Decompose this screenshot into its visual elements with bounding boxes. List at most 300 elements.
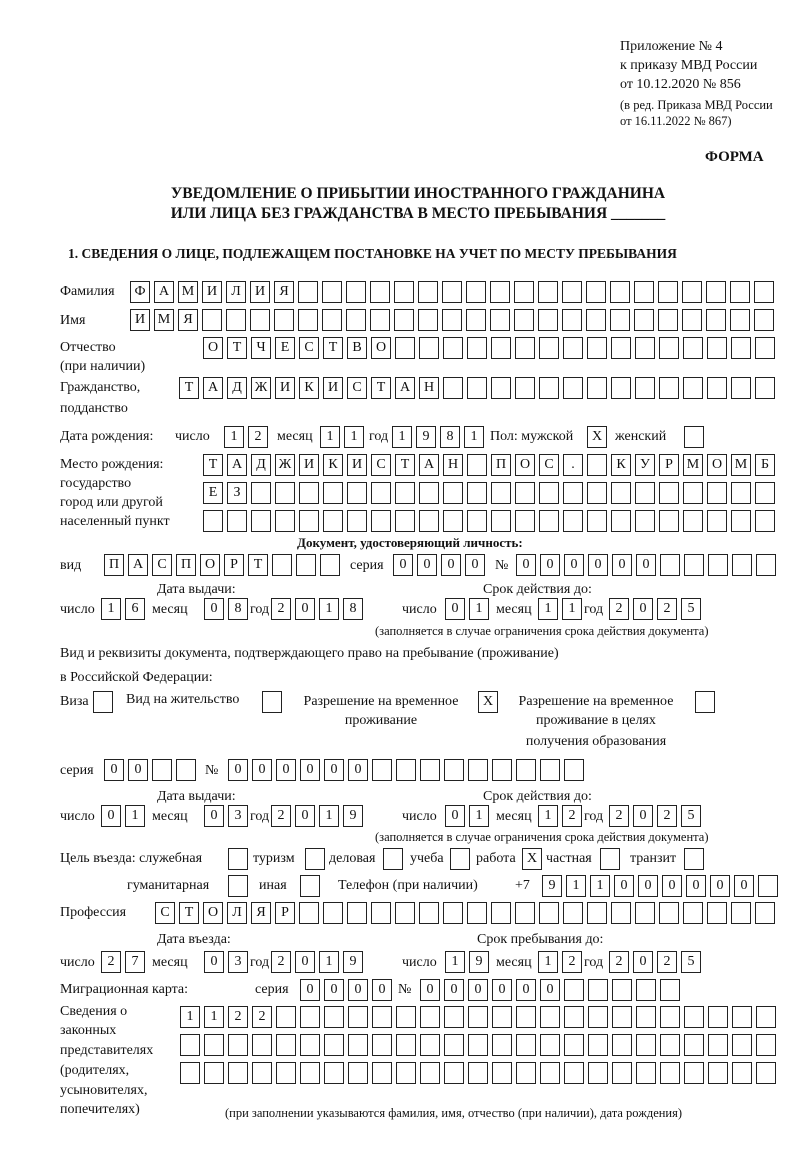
char-box[interactable]: Т bbox=[371, 377, 391, 399]
char-box[interactable] bbox=[300, 875, 320, 897]
id-issue-day-field[interactable] bbox=[101, 598, 145, 620]
char-box[interactable] bbox=[659, 510, 679, 532]
char-box[interactable] bbox=[370, 281, 390, 303]
char-box[interactable]: 0 bbox=[295, 598, 315, 620]
char-box[interactable]: У bbox=[635, 454, 655, 476]
char-box[interactable]: Т bbox=[179, 377, 199, 399]
char-box[interactable] bbox=[443, 337, 463, 359]
char-box[interactable] bbox=[419, 902, 439, 924]
char-box[interactable] bbox=[372, 1034, 392, 1056]
char-box[interactable]: И bbox=[347, 454, 367, 476]
char-box[interactable] bbox=[202, 309, 222, 331]
char-box[interactable] bbox=[636, 1062, 656, 1084]
char-box[interactable] bbox=[252, 1034, 272, 1056]
char-box[interactable] bbox=[152, 759, 172, 781]
stay-issue-year-field[interactable] bbox=[271, 805, 363, 827]
char-box[interactable]: 8 bbox=[228, 598, 248, 620]
char-box[interactable] bbox=[635, 337, 655, 359]
char-box[interactable]: 0 bbox=[564, 554, 584, 576]
char-box[interactable]: 2 bbox=[271, 951, 291, 973]
char-box[interactable]: 1 bbox=[180, 1006, 200, 1028]
char-box[interactable]: 1 bbox=[562, 598, 582, 620]
char-box[interactable] bbox=[372, 1062, 392, 1084]
char-box[interactable] bbox=[516, 1034, 536, 1056]
char-box[interactable]: 2 bbox=[228, 1006, 248, 1028]
purpose-private-checkbox[interactable] bbox=[600, 848, 620, 870]
char-box[interactable]: 1 bbox=[469, 598, 489, 620]
char-box[interactable] bbox=[347, 510, 367, 532]
char-box[interactable]: 0 bbox=[204, 805, 224, 827]
char-box[interactable] bbox=[635, 482, 655, 504]
char-box[interactable] bbox=[659, 482, 679, 504]
char-box[interactable] bbox=[320, 554, 340, 576]
char-box[interactable] bbox=[299, 510, 319, 532]
char-box[interactable] bbox=[564, 1034, 584, 1056]
char-box[interactable]: 0 bbox=[734, 875, 754, 897]
char-box[interactable] bbox=[450, 848, 470, 870]
char-box[interactable]: 3 bbox=[228, 951, 248, 973]
char-box[interactable]: 1 bbox=[344, 426, 364, 448]
char-box[interactable] bbox=[467, 902, 487, 924]
char-box[interactable] bbox=[756, 1034, 776, 1056]
char-box[interactable] bbox=[540, 1006, 560, 1028]
char-box[interactable]: 0 bbox=[300, 979, 320, 1001]
char-box[interactable] bbox=[587, 902, 607, 924]
char-box[interactable] bbox=[684, 554, 704, 576]
char-box[interactable] bbox=[490, 309, 510, 331]
char-box[interactable]: 8 bbox=[343, 598, 363, 620]
char-box[interactable]: М bbox=[731, 454, 751, 476]
char-box[interactable] bbox=[730, 309, 750, 331]
entry-year-field[interactable] bbox=[271, 951, 363, 973]
char-box[interactable] bbox=[444, 759, 464, 781]
char-box[interactable]: 0 bbox=[633, 598, 653, 620]
char-box[interactable] bbox=[418, 309, 438, 331]
char-box[interactable]: 2 bbox=[248, 426, 268, 448]
char-box[interactable] bbox=[276, 1034, 296, 1056]
char-box[interactable] bbox=[250, 309, 270, 331]
stay-issue-day-field[interactable] bbox=[101, 805, 145, 827]
char-box[interactable] bbox=[612, 1062, 632, 1084]
char-box[interactable] bbox=[491, 337, 511, 359]
char-box[interactable]: Т bbox=[227, 337, 247, 359]
char-box[interactable] bbox=[587, 454, 607, 476]
char-box[interactable] bbox=[305, 848, 325, 870]
char-box[interactable]: . bbox=[563, 454, 583, 476]
char-box[interactable] bbox=[443, 510, 463, 532]
char-box[interactable]: 5 bbox=[681, 805, 701, 827]
char-box[interactable] bbox=[612, 1034, 632, 1056]
char-box[interactable] bbox=[684, 426, 704, 448]
char-box[interactable] bbox=[587, 482, 607, 504]
char-box[interactable]: 0 bbox=[516, 554, 536, 576]
char-box[interactable] bbox=[227, 510, 247, 532]
char-box[interactable] bbox=[228, 848, 248, 870]
char-box[interactable]: И bbox=[130, 309, 150, 331]
char-box[interactable]: 1 bbox=[319, 805, 339, 827]
char-box[interactable] bbox=[370, 309, 390, 331]
char-box[interactable] bbox=[634, 309, 654, 331]
char-box[interactable] bbox=[394, 281, 414, 303]
char-box[interactable] bbox=[707, 377, 727, 399]
char-box[interactable] bbox=[731, 482, 751, 504]
char-box[interactable] bbox=[660, 1062, 680, 1084]
char-box[interactable]: М bbox=[154, 309, 174, 331]
char-box[interactable]: Я bbox=[274, 281, 294, 303]
stay-series-field[interactable] bbox=[104, 759, 196, 781]
char-box[interactable] bbox=[176, 759, 196, 781]
stay-valid-year-field[interactable] bbox=[609, 805, 701, 827]
char-box[interactable] bbox=[444, 1034, 464, 1056]
char-box[interactable] bbox=[396, 1006, 416, 1028]
char-box[interactable]: С bbox=[155, 902, 175, 924]
char-box[interactable] bbox=[707, 337, 727, 359]
purpose-official-checkbox[interactable] bbox=[228, 848, 248, 870]
char-box[interactable] bbox=[468, 1034, 488, 1056]
char-box[interactable]: 0 bbox=[633, 951, 653, 973]
char-box[interactable] bbox=[516, 1062, 536, 1084]
char-box[interactable]: М bbox=[178, 281, 198, 303]
char-box[interactable] bbox=[420, 1062, 440, 1084]
char-box[interactable]: 1 bbox=[538, 951, 558, 973]
char-box[interactable] bbox=[516, 759, 536, 781]
char-box[interactable]: 0 bbox=[348, 979, 368, 1001]
char-box[interactable] bbox=[324, 1062, 344, 1084]
char-box[interactable] bbox=[756, 1006, 776, 1028]
purpose-tourism-checkbox[interactable] bbox=[305, 848, 325, 870]
purpose-business-checkbox[interactable] bbox=[383, 848, 403, 870]
char-box[interactable]: Д bbox=[227, 377, 247, 399]
char-box[interactable]: 0 bbox=[372, 979, 392, 1001]
char-box[interactable] bbox=[418, 281, 438, 303]
char-box[interactable]: С bbox=[539, 454, 559, 476]
char-box[interactable]: 0 bbox=[276, 759, 296, 781]
until-year-field[interactable] bbox=[609, 951, 701, 973]
char-box[interactable] bbox=[730, 281, 750, 303]
char-box[interactable] bbox=[539, 377, 559, 399]
char-box[interactable]: А bbox=[395, 377, 415, 399]
char-box[interactable]: И bbox=[202, 281, 222, 303]
char-box[interactable] bbox=[419, 482, 439, 504]
char-box[interactable] bbox=[731, 377, 751, 399]
char-box[interactable] bbox=[372, 759, 392, 781]
char-box[interactable] bbox=[658, 309, 678, 331]
char-box[interactable] bbox=[420, 759, 440, 781]
char-box[interactable] bbox=[347, 482, 367, 504]
char-box[interactable]: 0 bbox=[204, 951, 224, 973]
char-box[interactable] bbox=[514, 281, 534, 303]
char-box[interactable] bbox=[467, 337, 487, 359]
visa-checkbox[interactable] bbox=[93, 691, 113, 713]
char-box[interactable] bbox=[492, 1034, 512, 1056]
char-box[interactable] bbox=[754, 309, 774, 331]
char-box[interactable] bbox=[684, 1034, 704, 1056]
char-box[interactable] bbox=[300, 1034, 320, 1056]
char-box[interactable]: 2 bbox=[657, 598, 677, 620]
char-box[interactable] bbox=[515, 482, 535, 504]
char-box[interactable] bbox=[419, 337, 439, 359]
citizenship-field[interactable] bbox=[179, 377, 775, 399]
char-box[interactable]: О bbox=[515, 454, 535, 476]
char-box[interactable] bbox=[636, 1034, 656, 1056]
char-box[interactable] bbox=[180, 1062, 200, 1084]
char-box[interactable] bbox=[682, 281, 702, 303]
char-box[interactable] bbox=[396, 1062, 416, 1084]
char-box[interactable]: Т bbox=[248, 554, 268, 576]
char-box[interactable] bbox=[323, 902, 343, 924]
char-box[interactable] bbox=[467, 510, 487, 532]
purpose-study-checkbox[interactable] bbox=[450, 848, 470, 870]
char-box[interactable]: 1 bbox=[566, 875, 586, 897]
char-box[interactable]: 2 bbox=[271, 805, 291, 827]
char-box[interactable] bbox=[395, 510, 415, 532]
char-box[interactable] bbox=[420, 1006, 440, 1028]
char-box[interactable]: 8 bbox=[440, 426, 460, 448]
char-box[interactable] bbox=[563, 337, 583, 359]
char-box[interactable] bbox=[588, 979, 608, 1001]
char-box[interactable]: О bbox=[371, 337, 391, 359]
char-box[interactable] bbox=[635, 377, 655, 399]
char-box[interactable] bbox=[611, 902, 631, 924]
char-box[interactable]: 0 bbox=[444, 979, 464, 1001]
char-box[interactable] bbox=[444, 1006, 464, 1028]
char-box[interactable] bbox=[371, 482, 391, 504]
char-box[interactable]: 0 bbox=[468, 979, 488, 1001]
char-box[interactable] bbox=[600, 848, 620, 870]
char-box[interactable] bbox=[660, 1006, 680, 1028]
char-box[interactable] bbox=[515, 337, 535, 359]
char-box[interactable]: 0 bbox=[465, 554, 485, 576]
char-box[interactable] bbox=[252, 1062, 272, 1084]
char-box[interactable]: 9 bbox=[469, 951, 489, 973]
char-box[interactable]: П bbox=[491, 454, 511, 476]
char-box[interactable] bbox=[683, 482, 703, 504]
char-box[interactable]: 0 bbox=[686, 875, 706, 897]
sex-male-checkbox[interactable] bbox=[587, 426, 607, 448]
char-box[interactable]: 0 bbox=[295, 805, 315, 827]
char-box[interactable] bbox=[563, 377, 583, 399]
char-box[interactable] bbox=[564, 1062, 584, 1084]
char-box[interactable] bbox=[540, 1034, 560, 1056]
char-box[interactable] bbox=[755, 510, 775, 532]
char-box[interactable]: 2 bbox=[609, 805, 629, 827]
char-box[interactable] bbox=[348, 1062, 368, 1084]
char-box[interactable] bbox=[756, 1062, 776, 1084]
char-box[interactable]: А bbox=[227, 454, 247, 476]
char-box[interactable] bbox=[467, 377, 487, 399]
char-box[interactable]: З bbox=[227, 482, 247, 504]
stay-number-field[interactable] bbox=[228, 759, 584, 781]
char-box[interactable] bbox=[562, 309, 582, 331]
char-box[interactable] bbox=[492, 1062, 512, 1084]
char-box[interactable] bbox=[322, 309, 342, 331]
char-box[interactable] bbox=[467, 482, 487, 504]
char-box[interactable] bbox=[587, 510, 607, 532]
char-box[interactable] bbox=[420, 1034, 440, 1056]
char-box[interactable]: 0 bbox=[492, 979, 512, 1001]
char-box[interactable]: 9 bbox=[416, 426, 436, 448]
char-box[interactable] bbox=[492, 1006, 512, 1028]
char-box[interactable]: 7 bbox=[125, 951, 145, 973]
char-box[interactable]: Е bbox=[275, 337, 295, 359]
char-box[interactable]: Р bbox=[224, 554, 244, 576]
char-box[interactable] bbox=[539, 902, 559, 924]
char-box[interactable] bbox=[347, 902, 367, 924]
char-box[interactable] bbox=[564, 759, 584, 781]
char-box[interactable] bbox=[274, 309, 294, 331]
char-box[interactable] bbox=[538, 309, 558, 331]
char-box[interactable] bbox=[636, 1006, 656, 1028]
char-box[interactable]: 0 bbox=[300, 759, 320, 781]
char-box[interactable] bbox=[563, 902, 583, 924]
char-box[interactable]: X bbox=[478, 691, 498, 713]
char-box[interactable]: С bbox=[371, 454, 391, 476]
char-box[interactable] bbox=[395, 482, 415, 504]
char-box[interactable] bbox=[611, 337, 631, 359]
char-box[interactable] bbox=[731, 902, 751, 924]
char-box[interactable] bbox=[732, 554, 752, 576]
char-box[interactable] bbox=[93, 691, 113, 713]
char-box[interactable] bbox=[612, 1006, 632, 1028]
char-box[interactable] bbox=[540, 759, 560, 781]
char-box[interactable] bbox=[372, 1006, 392, 1028]
char-box[interactable] bbox=[758, 875, 778, 897]
name-field[interactable] bbox=[130, 309, 774, 331]
char-box[interactable] bbox=[395, 902, 415, 924]
char-box[interactable]: С bbox=[347, 377, 367, 399]
until-month-field[interactable] bbox=[538, 951, 582, 973]
char-box[interactable]: 0 bbox=[104, 759, 124, 781]
char-box[interactable] bbox=[731, 337, 751, 359]
char-box[interactable] bbox=[468, 1062, 488, 1084]
char-box[interactable] bbox=[659, 902, 679, 924]
char-box[interactable]: 0 bbox=[101, 805, 121, 827]
char-box[interactable] bbox=[204, 1034, 224, 1056]
char-box[interactable] bbox=[660, 1034, 680, 1056]
until-day-field[interactable] bbox=[445, 951, 489, 973]
char-box[interactable]: Т bbox=[395, 454, 415, 476]
char-box[interactable] bbox=[275, 510, 295, 532]
purpose-other-checkbox[interactable] bbox=[300, 875, 320, 897]
char-box[interactable] bbox=[228, 875, 248, 897]
char-box[interactable]: К bbox=[323, 454, 343, 476]
char-box[interactable]: 0 bbox=[204, 598, 224, 620]
char-box[interactable] bbox=[226, 309, 246, 331]
birth-place-line1[interactable] bbox=[203, 454, 775, 476]
char-box[interactable]: 9 bbox=[542, 875, 562, 897]
char-box[interactable] bbox=[707, 510, 727, 532]
char-box[interactable]: 0 bbox=[662, 875, 682, 897]
char-box[interactable]: Ч bbox=[251, 337, 271, 359]
char-box[interactable] bbox=[468, 759, 488, 781]
char-box[interactable] bbox=[251, 482, 271, 504]
char-box[interactable]: А bbox=[128, 554, 148, 576]
char-box[interactable]: 0 bbox=[128, 759, 148, 781]
char-box[interactable] bbox=[755, 902, 775, 924]
char-box[interactable] bbox=[490, 281, 510, 303]
char-box[interactable] bbox=[300, 1006, 320, 1028]
char-box[interactable]: X bbox=[587, 426, 607, 448]
char-box[interactable] bbox=[563, 482, 583, 504]
char-box[interactable]: Л bbox=[227, 902, 247, 924]
char-box[interactable]: 0 bbox=[324, 979, 344, 1001]
birth-day-field[interactable] bbox=[224, 426, 268, 448]
char-box[interactable] bbox=[732, 1034, 752, 1056]
stay-valid-month-field[interactable] bbox=[538, 805, 582, 827]
char-box[interactable]: Д bbox=[251, 454, 271, 476]
char-box[interactable] bbox=[346, 281, 366, 303]
char-box[interactable]: 0 bbox=[441, 554, 461, 576]
char-box[interactable]: Р bbox=[275, 902, 295, 924]
char-box[interactable] bbox=[348, 1006, 368, 1028]
char-box[interactable] bbox=[468, 1006, 488, 1028]
char-box[interactable] bbox=[660, 554, 680, 576]
char-box[interactable] bbox=[588, 1034, 608, 1056]
trp-edu-checkbox[interactable] bbox=[695, 691, 715, 713]
char-box[interactable] bbox=[419, 510, 439, 532]
char-box[interactable]: 3 bbox=[228, 805, 248, 827]
char-box[interactable]: 1 bbox=[224, 426, 244, 448]
char-box[interactable]: А bbox=[419, 454, 439, 476]
char-box[interactable]: Ж bbox=[275, 454, 295, 476]
char-box[interactable] bbox=[515, 902, 535, 924]
char-box[interactable] bbox=[708, 1062, 728, 1084]
char-box[interactable] bbox=[586, 281, 606, 303]
char-box[interactable]: К bbox=[299, 377, 319, 399]
trp-checkbox[interactable] bbox=[478, 691, 498, 713]
char-box[interactable] bbox=[732, 1062, 752, 1084]
rep-line2[interactable] bbox=[180, 1034, 776, 1056]
char-box[interactable] bbox=[348, 1034, 368, 1056]
char-box[interactable] bbox=[516, 1006, 536, 1028]
char-box[interactable] bbox=[272, 554, 292, 576]
char-box[interactable]: 2 bbox=[609, 951, 629, 973]
char-box[interactable]: 1 bbox=[464, 426, 484, 448]
char-box[interactable]: К bbox=[611, 454, 631, 476]
char-box[interactable] bbox=[539, 510, 559, 532]
migration-number-field[interactable] bbox=[420, 979, 680, 1001]
char-box[interactable] bbox=[731, 510, 751, 532]
char-box[interactable]: И bbox=[250, 281, 270, 303]
char-box[interactable] bbox=[466, 309, 486, 331]
char-box[interactable] bbox=[588, 1062, 608, 1084]
char-box[interactable]: 2 bbox=[562, 805, 582, 827]
stay-valid-day-field[interactable] bbox=[445, 805, 489, 827]
char-box[interactable] bbox=[707, 482, 727, 504]
char-box[interactable] bbox=[611, 510, 631, 532]
char-box[interactable] bbox=[228, 1062, 248, 1084]
char-box[interactable]: 1 bbox=[101, 598, 121, 620]
char-box[interactable]: 1 bbox=[125, 805, 145, 827]
char-box[interactable]: 1 bbox=[445, 951, 465, 973]
residence-checkbox[interactable] bbox=[262, 691, 282, 713]
char-box[interactable]: 0 bbox=[228, 759, 248, 781]
char-box[interactable] bbox=[684, 1006, 704, 1028]
char-box[interactable]: 0 bbox=[588, 554, 608, 576]
char-box[interactable] bbox=[684, 1062, 704, 1084]
char-box[interactable] bbox=[443, 377, 463, 399]
char-box[interactable] bbox=[346, 309, 366, 331]
char-box[interactable]: 1 bbox=[204, 1006, 224, 1028]
char-box[interactable] bbox=[659, 337, 679, 359]
char-box[interactable] bbox=[394, 309, 414, 331]
char-box[interactable]: 0 bbox=[540, 979, 560, 1001]
char-box[interactable]: 2 bbox=[271, 598, 291, 620]
char-box[interactable] bbox=[563, 510, 583, 532]
rep-line3[interactable] bbox=[180, 1062, 776, 1084]
rep-line1[interactable] bbox=[180, 1006, 776, 1028]
char-box[interactable]: Я bbox=[251, 902, 271, 924]
